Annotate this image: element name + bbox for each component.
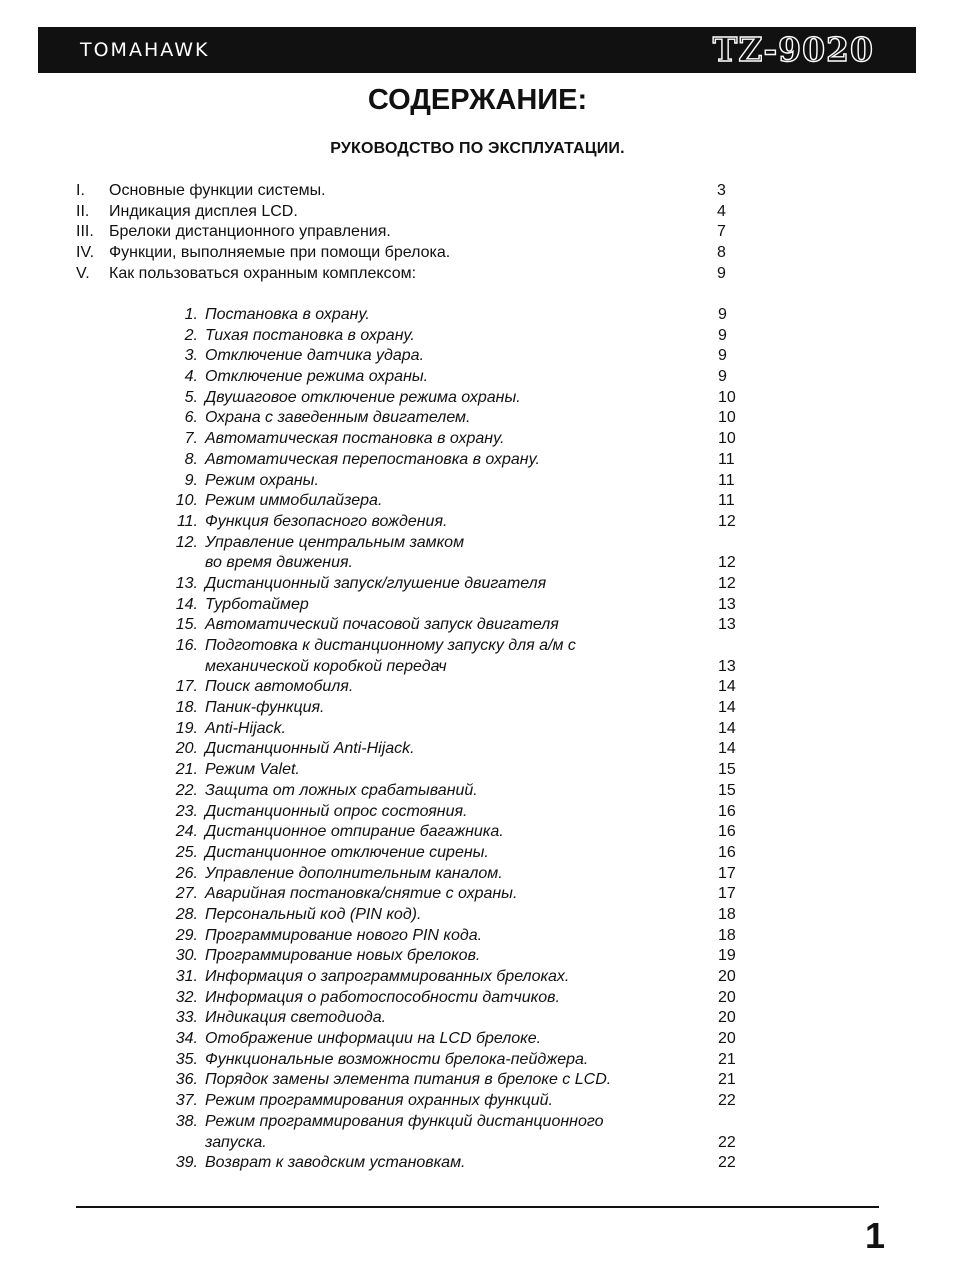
toc-sub-entry	[168, 843, 768, 864]
toc-entry-page: 21	[718, 1050, 736, 1068]
toc-entry-title: Функции, выполняемые при помощи брелока.	[109, 244, 451, 262]
toc-sub-entry	[168, 946, 768, 967]
toc-sub-entry	[168, 595, 768, 616]
toc-entry-page: 11	[718, 450, 735, 468]
toc-entry-title: Режим программирования охранных функций.	[205, 1092, 553, 1110]
toc-sub-entry	[168, 615, 768, 636]
toc-entry-page: 20	[718, 1009, 736, 1027]
toc-entry-number: 5.	[184, 388, 198, 406]
toc-entry-title: Брелоки дистанционного управления.	[109, 223, 391, 241]
toc-entry-title: Автоматическая перепостановка в охрану.	[205, 450, 540, 468]
toc-entry-title: Персональный код (PIN код).	[205, 905, 422, 923]
toc-entry-title: Индикация дисплея LCD.	[109, 202, 298, 220]
toc-entry-title: Управление дополнительным каналом.	[205, 864, 503, 882]
toc-entry-title: Дистанционный Anti-Hijack.	[205, 740, 415, 758]
toc-sub-entry	[168, 864, 768, 885]
toc-sub-entry	[168, 491, 768, 512]
toc-entry-number: 36.	[175, 1071, 198, 1089]
toc-entry-page: 14	[718, 719, 736, 737]
toc-entry-title: Основные функции системы.	[109, 182, 326, 199]
toc-entry-number: 30.	[175, 947, 198, 965]
toc-entry-title: Возврат к заводским установкам.	[205, 1154, 466, 1172]
toc-sub-entry	[168, 346, 768, 367]
section-subtitle: РУКОВОДСТВО ПО ЭКСПЛУАТАЦИИ.	[330, 140, 625, 157]
toc-entry-title: Управление центральным замком	[205, 533, 465, 551]
toc-sub-entry	[168, 739, 768, 760]
toc-sub-entry	[168, 1112, 768, 1133]
toc-sub-entry	[168, 926, 768, 947]
toc-entry-number: 18.	[175, 699, 198, 717]
toc-entry-page: 12	[718, 574, 736, 592]
toc-entry-page: 22	[718, 1092, 736, 1110]
toc-entry-number: I.	[76, 182, 85, 199]
toc-sub-entry-continuation	[168, 1133, 768, 1154]
toc-sub-entry	[168, 305, 768, 326]
toc-entry-title: Дистанционное отключение сирены.	[205, 843, 489, 861]
toc-entry-page: 11	[718, 471, 735, 489]
toc-entry-number: 14.	[175, 595, 198, 613]
toc-entry-page: 9	[718, 326, 727, 344]
toc-entry-number: 33.	[175, 1009, 198, 1027]
toc-entry-number: 34.	[175, 1030, 198, 1048]
toc-entry-title: Режим иммобилайзера.	[205, 492, 383, 510]
toc-entry-number: 23.	[175, 802, 198, 820]
toc-entry-number: 6.	[184, 409, 198, 427]
toc-entry-page: 21	[718, 1071, 736, 1089]
toc-entry-title: Турботаймер	[205, 595, 309, 613]
toc-entry-page: 4	[717, 202, 726, 220]
toc-entry-number: 26.	[175, 864, 198, 882]
toc-entry-title: Режим Valet.	[205, 761, 300, 779]
toc-sub-entry	[168, 719, 768, 740]
toc-entry-page: 17	[718, 885, 736, 903]
toc-entry-page: 22	[718, 1154, 736, 1172]
toc-entry-page: 14	[718, 678, 736, 696]
toc-sub-entry	[168, 822, 768, 843]
toc-entry-page: 8	[717, 244, 726, 262]
toc-entry-title: Индикация светодиода.	[205, 1009, 387, 1027]
toc-entry-title: Автоматическая постановка в охрану.	[205, 430, 505, 448]
toc-entry-page: 19	[718, 947, 736, 965]
toc-entry-title: механической коробкой передач	[205, 657, 447, 675]
toc-entry-title: Информация о запрограммированных брелоках.	[205, 968, 570, 985]
toc-entry-number: 20.	[175, 740, 198, 758]
toc-entry-page: 12	[718, 512, 736, 530]
toc-entry-title: Аварийная постановка/снятие с охраны.	[205, 885, 518, 903]
toc-entry-number: 4.	[184, 368, 198, 386]
toc-entry-title: Защита от ложных срабатываний.	[205, 781, 478, 799]
toc-entry-page: 13	[718, 595, 736, 613]
toc-entry-title: Паник-функция.	[205, 699, 325, 717]
toc-sub-entry	[168, 408, 768, 429]
toc-entry-title: Отключение датчика удара.	[205, 347, 425, 365]
footer-divider	[76, 1206, 879, 1208]
toc-sub-entry	[168, 677, 768, 698]
toc-sub-entry	[168, 367, 768, 388]
toc-entry-number: 28.	[175, 905, 198, 923]
toc-entry-number: 12.	[175, 533, 198, 551]
toc-sub-entry	[168, 326, 768, 347]
toc-entry-page: 13	[718, 657, 736, 675]
page-number: 1	[864, 1215, 885, 1256]
toc-sub-entry	[168, 905, 768, 926]
toc-entry-number: 31.	[175, 968, 198, 985]
toc-sub-entry	[168, 781, 768, 802]
toc-entry-page: 18	[718, 905, 736, 923]
toc-main-entry	[76, 222, 776, 243]
main-contents-list	[76, 181, 776, 284]
toc-entry-number: 13.	[175, 574, 198, 592]
toc-entry-title: Отображение информации на LCD брелоке.	[205, 1030, 542, 1048]
toc-entry-number: V.	[76, 264, 90, 282]
toc-entry-page: 9	[718, 347, 727, 365]
toc-entry-page: 9	[718, 306, 727, 323]
toc-entry-page: 22	[718, 1133, 736, 1151]
toc-entry-title: Тихая постановка в охрану.	[205, 326, 415, 344]
toc-sub-entry	[168, 1070, 768, 1091]
toc-entry-page: 7	[717, 223, 726, 241]
toc-entry-title: Охрана с заведенным двигателем.	[205, 409, 471, 427]
toc-entry-number: 1.	[184, 306, 198, 323]
toc-entry-page: 16	[718, 802, 736, 820]
toc-entry-page: 14	[718, 740, 736, 758]
toc-main-entry	[76, 264, 776, 285]
toc-entry-number: 16.	[175, 637, 198, 654]
toc-entry-page: 9	[718, 368, 727, 386]
toc-entry-title: Двушаговое отключение режима охраны.	[205, 388, 521, 406]
toc-sub-entry	[168, 760, 768, 781]
toc-entry-number: IV.	[76, 244, 95, 262]
toc-entry-page: 17	[718, 864, 736, 882]
toc-entry-title: Информация о работоспособности датчиков.	[205, 988, 560, 1006]
toc-entry-page: 10	[718, 388, 736, 406]
toc-entry-page: 20	[718, 1030, 736, 1048]
toc-entry-page: 13	[718, 616, 736, 634]
toc-entry-number: 21.	[175, 761, 198, 779]
toc-sub-entry	[168, 967, 768, 988]
toc-entry-number: 9.	[184, 471, 198, 489]
header-bar	[38, 27, 916, 73]
toc-entry-number: 10.	[175, 492, 198, 510]
toc-entry-title: Поиск автомобиля.	[205, 678, 354, 696]
toc-entry-title: Anti-Hijack.	[205, 719, 286, 737]
toc-entry-number: 38.	[175, 1112, 198, 1130]
toc-sub-entry	[168, 1153, 768, 1174]
toc-entry-number: II.	[76, 202, 90, 220]
toc-entry-title: Автоматический почасовой запуск двигателя	[205, 616, 559, 634]
toc-entry-page: 3	[717, 182, 726, 199]
toc-entry-title: Подготовка к дистанционному запуску для а/м с	[205, 637, 576, 654]
toc-entry-number: 24.	[175, 823, 198, 841]
toc-sub-entry	[168, 388, 768, 409]
toc-entry-number: III.	[76, 223, 94, 241]
toc-entry-number: 32.	[175, 988, 198, 1006]
toc-sub-entry	[168, 988, 768, 1009]
toc-entry-title: Режим программирования функций дистанционного	[205, 1112, 604, 1130]
toc-entry-title: Дистанционное отпирание багажника.	[205, 823, 504, 841]
toc-entry-number: 11.	[176, 512, 198, 530]
toc-sub-entry	[168, 1050, 768, 1071]
page-title: СОДЕРЖАНИЕ:	[367, 84, 588, 116]
toc-entry-title: Порядок замены элемента питания в брелоке с LCD.	[205, 1071, 612, 1089]
toc-entry-page: 12	[718, 554, 736, 572]
toc-entry-number: 15.	[175, 616, 198, 634]
toc-sub-entry	[168, 533, 768, 554]
toc-sub-entry	[168, 574, 768, 595]
brand-logo: TOMAHAWK	[80, 39, 210, 61]
toc-entry-title: Программирование новых брелоков.	[205, 947, 481, 965]
sub-contents-list	[168, 305, 768, 1174]
toc-entry-title: Дистанционный запуск/глушение двигателя	[205, 574, 547, 592]
toc-sub-entry-continuation	[168, 553, 768, 574]
toc-entry-page: 14	[718, 699, 736, 717]
toc-entry-number: 7.	[184, 430, 198, 448]
toc-entry-number: 29.	[175, 926, 198, 944]
toc-sub-entry-continuation	[168, 657, 768, 678]
toc-entry-number: 25.	[175, 843, 198, 861]
toc-entry-number: 19.	[175, 719, 198, 737]
toc-sub-entry	[168, 802, 768, 823]
toc-sub-entry	[168, 429, 768, 450]
toc-sub-entry	[168, 636, 768, 657]
toc-entry-title: во время движения.	[205, 554, 353, 572]
toc-entry-page: 16	[718, 823, 736, 841]
toc-entry-page: 10	[718, 409, 736, 427]
toc-sub-entry	[168, 471, 768, 492]
toc-sub-entry	[168, 1091, 768, 1112]
toc-sub-entry	[168, 884, 768, 905]
toc-entry-title: Режим охраны.	[205, 471, 319, 489]
toc-main-entry	[76, 181, 776, 202]
toc-sub-entry	[168, 698, 768, 719]
toc-main-entry	[76, 243, 776, 264]
toc-entry-number: 27.	[175, 885, 198, 903]
model-name: TZ-9020	[712, 30, 874, 69]
toc-entry-page: 9	[717, 264, 726, 282]
toc-main-entry	[76, 202, 776, 223]
toc-entry-number: 17.	[175, 678, 198, 696]
toc-entry-page: 11	[718, 492, 735, 510]
toc-entry-title: Постановка в охрану.	[205, 306, 370, 323]
toc-entry-page: 20	[718, 988, 736, 1006]
toc-entry-number: 3.	[184, 347, 198, 365]
toc-entry-title: запуска.	[205, 1133, 267, 1151]
toc-entry-title: Как пользоваться охранным комплексом:	[109, 264, 417, 282]
toc-entry-number: 39.	[175, 1154, 198, 1172]
toc-entry-title: Программирование нового PIN кода.	[205, 926, 483, 944]
toc-entry-page: 15	[718, 781, 736, 799]
toc-entry-title: Функциональные возможности брелока-пейджера.	[205, 1050, 589, 1068]
toc-entry-page: 16	[718, 843, 736, 861]
toc-entry-page: 10	[718, 430, 736, 448]
toc-entry-number: 35.	[175, 1050, 198, 1068]
toc-sub-entry	[168, 512, 768, 533]
toc-sub-entry	[168, 450, 768, 471]
toc-sub-entry	[168, 1008, 768, 1029]
toc-entry-title: Функция безопасного вождения.	[205, 512, 448, 530]
toc-entry-title: Дистанционный опрос состояния.	[205, 802, 468, 820]
toc-entry-page: 18	[718, 926, 736, 944]
toc-entry-number: 2.	[184, 326, 198, 344]
toc-sub-entry	[168, 1029, 768, 1050]
toc-entry-title: Отключение режима охраны.	[205, 368, 429, 386]
toc-entry-number: 37.	[175, 1092, 198, 1110]
toc-entry-page: 20	[718, 968, 736, 985]
toc-entry-page: 15	[718, 761, 736, 779]
toc-entry-number: 22.	[175, 781, 198, 799]
toc-entry-number: 8.	[184, 450, 198, 468]
